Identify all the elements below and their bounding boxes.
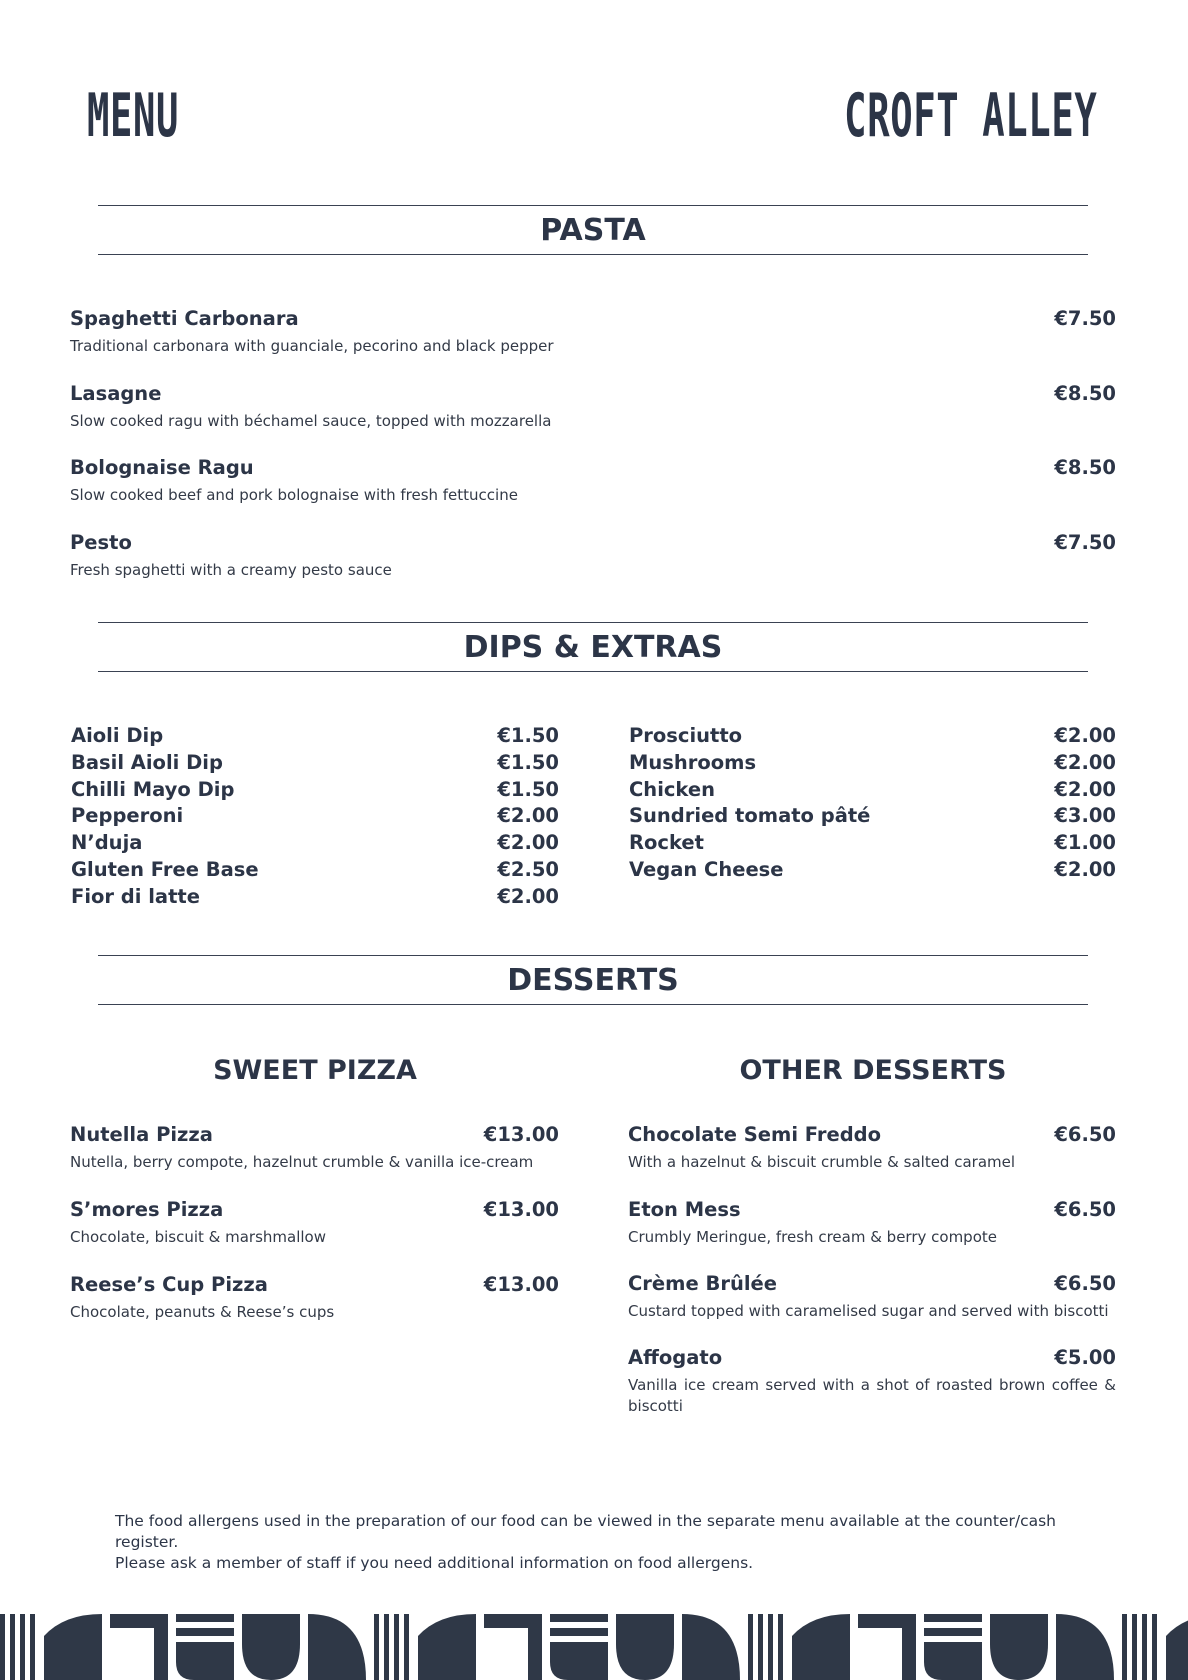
menu-item bbox=[70, 1273, 559, 1323]
extra-name: Fior di latte bbox=[71, 884, 200, 908]
extras-row bbox=[71, 804, 559, 831]
pattern-tile bbox=[1056, 1614, 1114, 1680]
menu-logo: MENU bbox=[87, 81, 180, 151]
item-description: Traditional carbonara with guanciale, pecorino and black pepper bbox=[70, 337, 554, 355]
item-price: €7.50 bbox=[1054, 531, 1116, 554]
item-price: €13.00 bbox=[483, 1273, 559, 1296]
extras-row bbox=[71, 724, 559, 751]
item-name: Lasagne bbox=[70, 382, 162, 405]
item-price: €6.50 bbox=[1054, 1123, 1116, 1146]
menu-item bbox=[70, 1123, 559, 1173]
item-name: Affogato bbox=[628, 1346, 723, 1369]
menu-item bbox=[70, 531, 1116, 581]
extra-name: Chicken bbox=[629, 777, 715, 801]
menu-item bbox=[70, 307, 1116, 357]
item-name: S’mores Pizza bbox=[70, 1198, 224, 1221]
extra-name: Chilli Mayo Dip bbox=[71, 777, 235, 801]
extra-name: Pepperoni bbox=[71, 804, 184, 828]
menu-item bbox=[70, 1198, 559, 1248]
item-description: Vanilla ice cream served with a shot of roasted brown coffee & biscotti bbox=[628, 1376, 1116, 1415]
item-name: Spaghetti Carbonara bbox=[70, 307, 299, 330]
item-description: Chocolate, peanuts & Reese’s cups bbox=[70, 1303, 335, 1321]
menu-item bbox=[70, 456, 1116, 506]
menu-item bbox=[628, 1123, 1116, 1173]
extra-price: €2.00 bbox=[497, 884, 559, 908]
pattern-tile bbox=[990, 1614, 1048, 1680]
extra-price: €1.50 bbox=[497, 750, 559, 774]
item-price: €13.00 bbox=[483, 1198, 559, 1221]
extras-row bbox=[71, 885, 559, 912]
item-price: €6.50 bbox=[1054, 1198, 1116, 1221]
extras-row bbox=[71, 751, 559, 778]
pattern-tile bbox=[792, 1614, 850, 1680]
menu-item bbox=[628, 1346, 1116, 1417]
extras-section-title: DIPS & EXTRAS bbox=[98, 622, 1088, 672]
extra-name: Vegan Cheese bbox=[629, 857, 784, 881]
pattern-tile bbox=[550, 1614, 608, 1680]
extra-name: Basil Aioli Dip bbox=[71, 750, 223, 774]
pattern-tile bbox=[242, 1614, 300, 1680]
extras-row bbox=[629, 804, 1116, 831]
croft-alley-logo: CROFT ALLEY bbox=[843, 81, 1097, 151]
pattern-tile bbox=[374, 1614, 409, 1680]
pattern-tile bbox=[308, 1614, 366, 1680]
extra-name: Sundried tomato pâté bbox=[629, 804, 871, 828]
extra-name: Gluten Free Base bbox=[71, 857, 259, 881]
item-price: €8.50 bbox=[1054, 456, 1116, 479]
pattern-tile bbox=[616, 1614, 674, 1680]
item-description: Slow cooked beef and pork bolognaise with fresh fettuccine bbox=[70, 486, 518, 504]
item-description: Nutella, berry compote, hazelnut crumble & vanilla ice-cream bbox=[70, 1153, 534, 1171]
item-price: €8.50 bbox=[1054, 382, 1116, 405]
extra-name: N’duja bbox=[71, 831, 143, 855]
extra-name: Mushrooms bbox=[629, 750, 757, 774]
extras-row bbox=[71, 778, 559, 805]
extra-price: €2.00 bbox=[1054, 750, 1116, 774]
extra-price: €1.50 bbox=[497, 777, 559, 801]
extra-price: €2.00 bbox=[1054, 777, 1116, 801]
pattern-tile bbox=[1166, 1614, 1188, 1680]
pattern-tile bbox=[484, 1614, 542, 1680]
pattern-tile bbox=[418, 1614, 476, 1680]
item-name: Eton Mess bbox=[628, 1198, 741, 1221]
item-description: Slow cooked ragu with béchamel sauce, topped with mozzarella bbox=[70, 412, 552, 430]
pattern-tile bbox=[682, 1614, 740, 1680]
item-description: Custard topped with caramelised sugar and served with biscotti bbox=[628, 1302, 1109, 1320]
pattern-tile bbox=[1122, 1614, 1157, 1680]
extra-name: Prosciutto bbox=[629, 724, 743, 747]
extra-price: €2.00 bbox=[497, 804, 559, 828]
item-description: Fresh spaghetti with a creamy pesto sauce bbox=[70, 561, 392, 579]
item-name: Nutella Pizza bbox=[70, 1123, 213, 1146]
item-price: €7.50 bbox=[1054, 307, 1116, 330]
item-description: Crumbly Meringue, fresh cream & berry compote bbox=[628, 1228, 997, 1246]
item-price: €6.50 bbox=[1054, 1272, 1116, 1295]
allergen-notice bbox=[115, 1511, 1115, 1574]
extra-price: €2.00 bbox=[497, 831, 559, 855]
item-price: €5.00 bbox=[1054, 1346, 1116, 1369]
desserts-section-title: DESSERTS bbox=[98, 955, 1088, 1005]
extra-name: Rocket bbox=[629, 831, 704, 855]
item-name: Chocolate Semi Freddo bbox=[628, 1123, 882, 1146]
pattern-tile bbox=[44, 1614, 102, 1680]
extras-list-right bbox=[629, 724, 1116, 885]
extra-name: Aioli Dip bbox=[71, 724, 164, 747]
pattern-tile bbox=[176, 1614, 234, 1680]
pattern-tile bbox=[858, 1614, 916, 1680]
extra-price: €1.50 bbox=[497, 724, 559, 747]
item-name: Pesto bbox=[70, 531, 132, 554]
item-name: Crème Brûlée bbox=[628, 1272, 777, 1295]
item-description: Chocolate, biscuit & marshmallow bbox=[70, 1228, 327, 1246]
extras-row bbox=[629, 778, 1116, 805]
item-name: Reese’s Cup Pizza bbox=[70, 1273, 268, 1296]
extra-price: €2.00 bbox=[1054, 857, 1116, 881]
pattern-tile bbox=[0, 1614, 35, 1680]
item-description: With a hazelnut & biscuit crumble & salted caramel bbox=[628, 1153, 1016, 1171]
extra-price: €2.50 bbox=[497, 857, 559, 881]
item-price: €13.00 bbox=[483, 1123, 559, 1146]
extras-row bbox=[629, 831, 1116, 858]
extras-row bbox=[629, 858, 1116, 885]
menu-item bbox=[70, 382, 1116, 432]
pattern-tile bbox=[110, 1614, 168, 1680]
other-desserts-heading: OTHER DESSERTS bbox=[739, 1055, 1007, 1086]
allergen-line-1: The food allergens used in the preparation of our food can be viewed in the separate menu available at the counter/cash register. bbox=[115, 1512, 1057, 1551]
menu-item bbox=[628, 1198, 1116, 1248]
pasta-section-title: PASTA bbox=[98, 205, 1088, 255]
sweet-pizza-heading: SWEET PIZZA bbox=[213, 1055, 417, 1086]
extras-row bbox=[71, 831, 559, 858]
footer-pattern bbox=[0, 1614, 1188, 1680]
extras-row bbox=[629, 724, 1116, 751]
menu-item bbox=[628, 1272, 1116, 1322]
extra-price: €3.00 bbox=[1054, 804, 1116, 828]
extra-price: €1.00 bbox=[1054, 831, 1116, 855]
item-name: Bolognaise Ragu bbox=[70, 456, 254, 479]
pattern-tile bbox=[748, 1614, 783, 1680]
pattern-tile bbox=[924, 1614, 982, 1680]
extras-list-left bbox=[71, 724, 559, 912]
extra-price: €2.00 bbox=[1054, 724, 1116, 747]
extras-row bbox=[71, 858, 559, 885]
allergen-line-2: Please ask a member of staff if you need additional information on food allergens. bbox=[115, 1554, 754, 1572]
extras-row bbox=[629, 751, 1116, 778]
